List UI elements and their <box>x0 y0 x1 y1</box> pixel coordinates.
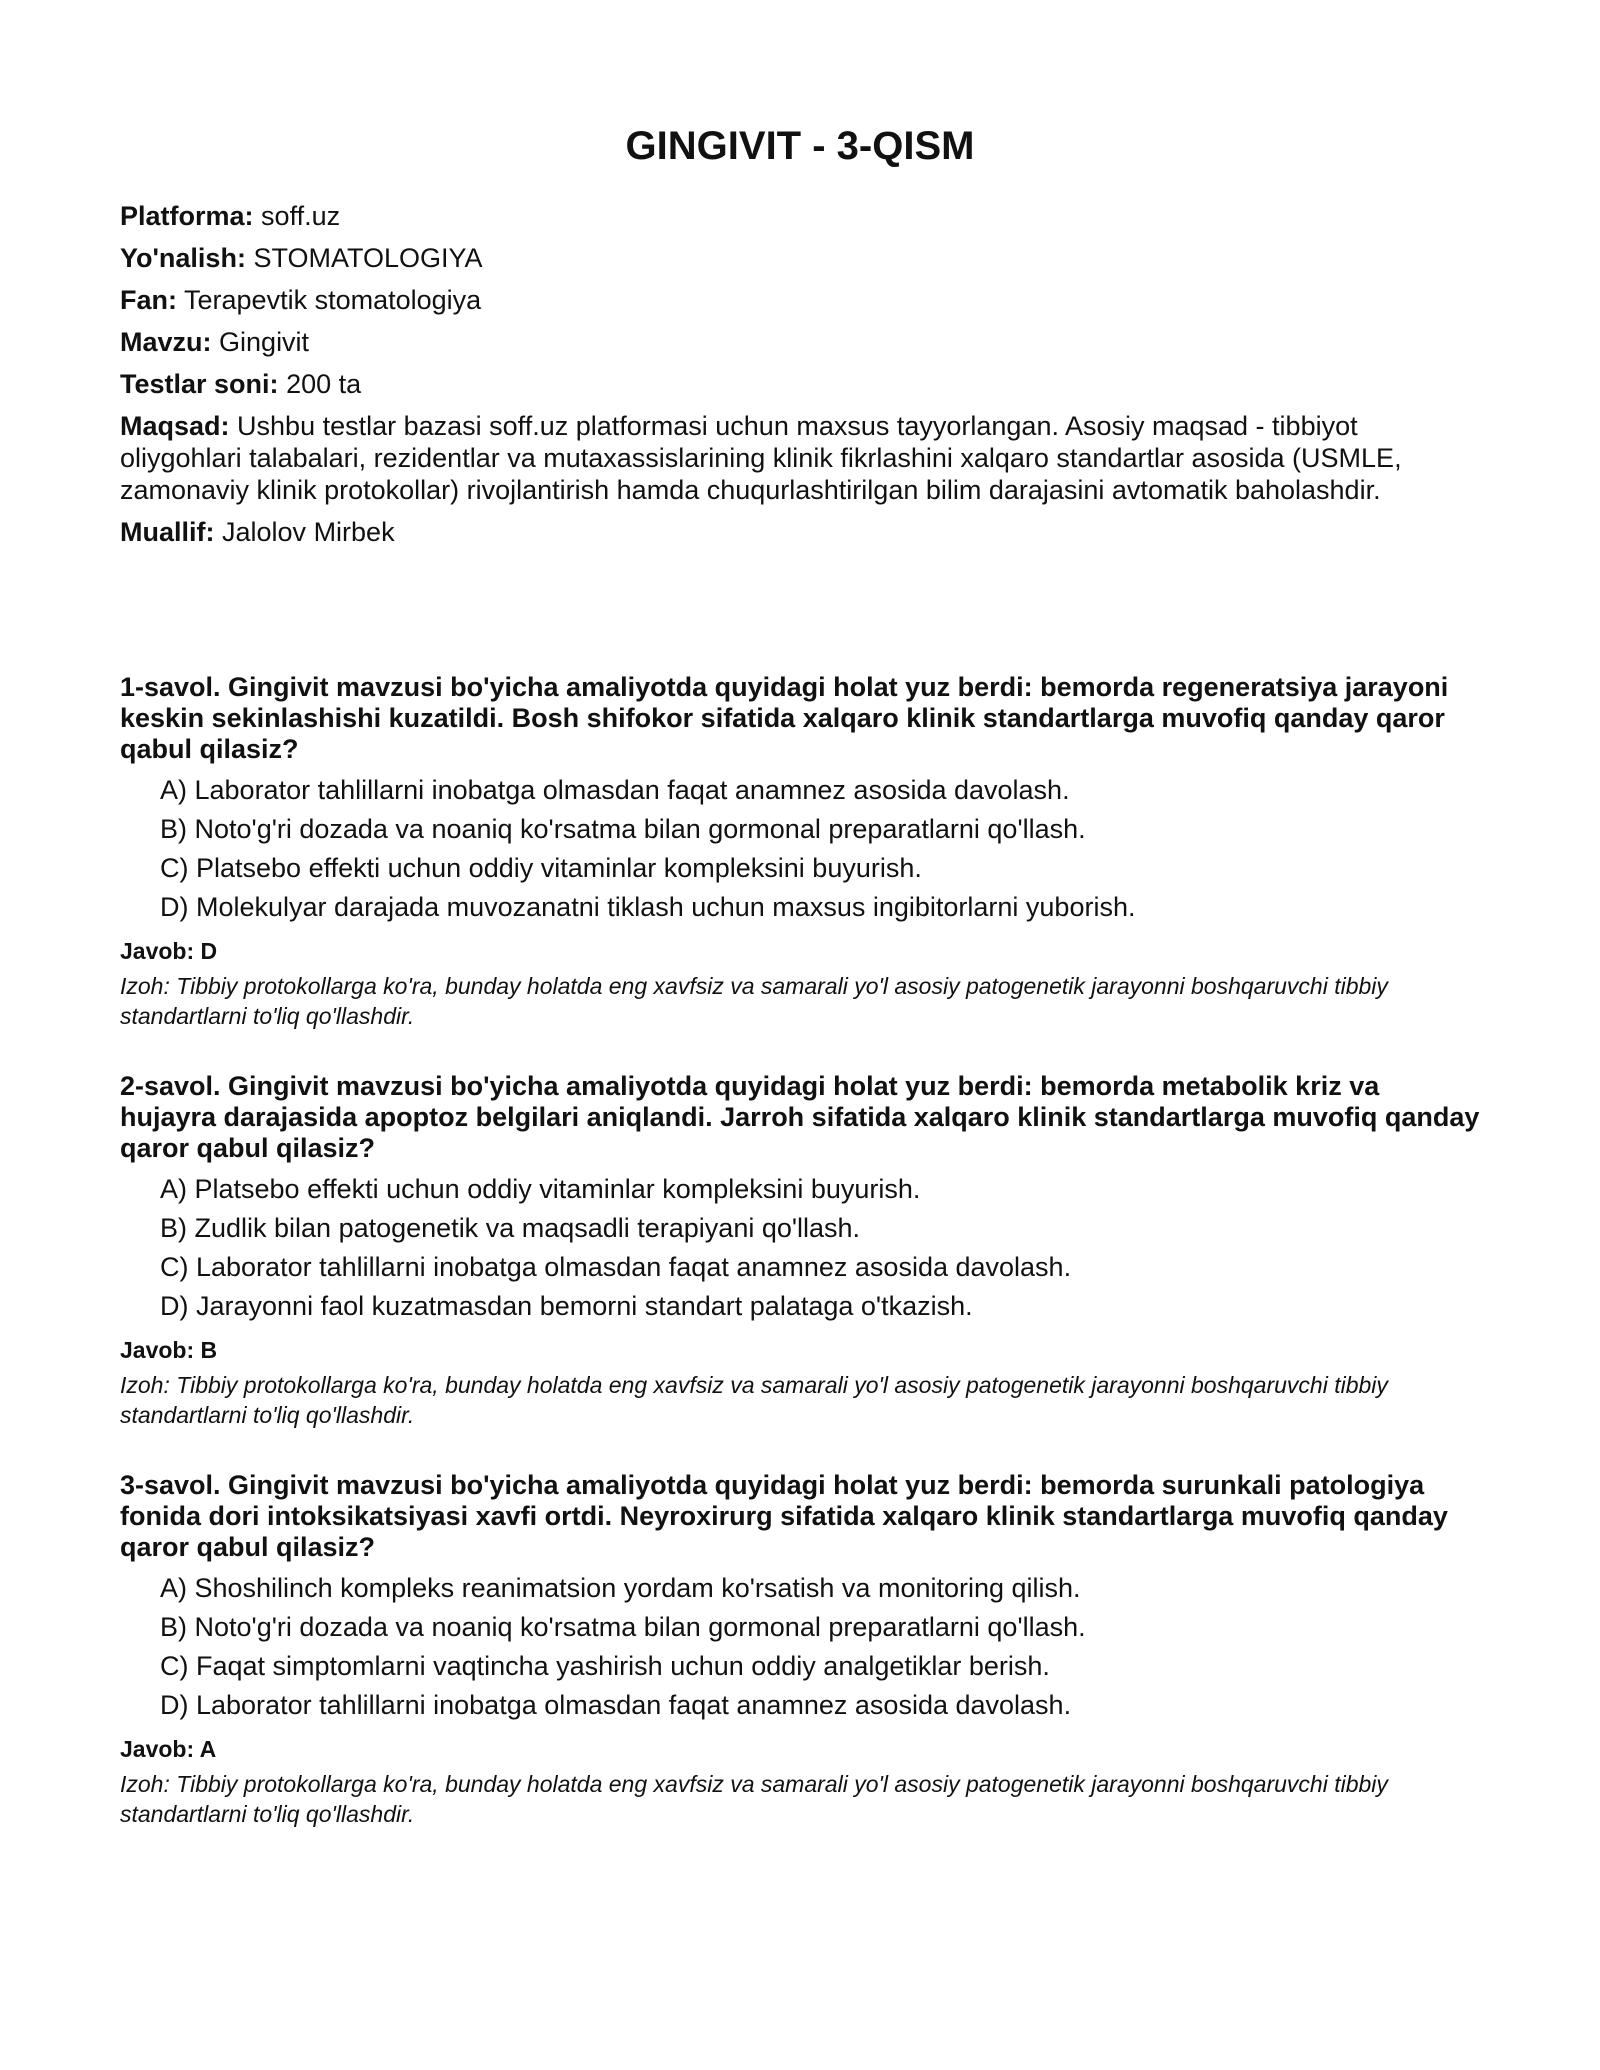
meta-value: Gingivit <box>219 327 310 357</box>
meta-test-count <box>120 368 1480 400</box>
option-a: A) Laborator tahlillarni inobatga olmasdan faqat anamnez asosida davolash. <box>160 775 1070 805</box>
answer-options <box>120 1174 1480 1322</box>
question-text: 1-savol. Gingivit mavzusi bo'yicha amaliyotda quyidagi holat yuz berdi: bemorda regeneratsiya jarayoni keskin sekinlashishi kuzatildi. Bosh shifokor sifatida xalqaro klinik standartlarga muvofiq qanday qaror qabul qilasiz? <box>120 672 1449 764</box>
meta-author <box>120 516 1480 548</box>
meta-topic <box>120 326 1480 358</box>
option-d: D) Jarayonni faol kuzatmasdan bemorni standart palataga o'tkazish. <box>160 1291 973 1321</box>
answer-label: Javob: B <box>120 1337 218 1363</box>
page-title: GINGIVIT - 3-QISM <box>625 124 975 168</box>
question-block <box>120 1071 1480 1430</box>
meta-key: Maqsad: <box>120 411 230 441</box>
questions-list <box>120 672 1480 1869</box>
option-b: B) Noto'g'ri dozada va noaniq ko'rsatma bilan gormonal preparatlarni qo'llash. <box>160 814 1086 844</box>
meta-goal <box>120 410 1480 506</box>
meta-value: 200 ta <box>286 369 362 399</box>
question-text: 3-savol. Gingivit mavzusi bo'yicha amaliyotda quyidagi holat yuz berdi: bemorda surunkali patologiya fonida dori intoksikatsiyasi xavfi ortdi. Neyroxirurg sifatida xalqaro klinik standartlarga muvofiq qanday qaror qabul qilasiz? <box>120 1470 1448 1562</box>
answer-label: Javob: A <box>120 1736 217 1762</box>
meta-key: Mavzu: <box>120 327 212 357</box>
explanation-text: Izoh: Tibbiy protokollarga ko'ra, bunday holatda eng xavfsiz va samarali yo'l asosiy patogenetik jarayonni boshqaruvchi tibbiy standartlarni to'liq qo'llashdir. <box>120 1771 1388 1827</box>
meta-key: Fan: <box>120 285 177 315</box>
answer-options <box>120 775 1480 923</box>
option-a: A) Platsebo effekti uchun oddiy vitaminlar kompleksini buyurish. <box>160 1174 921 1204</box>
explanation-text: Izoh: Tibbiy protokollarga ko'ra, bunday holatda eng xavfsiz va samarali yo'l asosiy patogenetik jarayonni boshqaruvchi tibbiy standartlarni to'liq qo'llashdir. <box>120 1372 1388 1428</box>
meta-value: STOMATOLOGIYA <box>253 243 483 273</box>
question-text: 2-savol. Gingivit mavzusi bo'yicha amaliyotda quyidagi holat yuz berdi: bemorda metabolik kriz va hujayra darajasida apoptoz belgilari aniqlandi. Jarroh sifatida xalqaro klinik standartlarga muvofiq qanday qaror qabul qilasiz? <box>120 1071 1480 1163</box>
meta-key: Muallif: <box>120 517 215 547</box>
explanation-text: Izoh: Tibbiy protokollarga ko'ra, bunday holatda eng xavfsiz va samarali yo'l asosiy patogenetik jarayonni boshqaruvchi tibbiy standartlarni to'liq qo'llashdir. <box>120 973 1388 1029</box>
question-block <box>120 1470 1480 1829</box>
answer-label: Javob: D <box>120 938 218 964</box>
question-block <box>120 672 1480 1031</box>
meta-platform <box>120 200 1480 232</box>
answer-options <box>120 1573 1480 1721</box>
meta-key: Platforma: <box>120 201 254 231</box>
option-d: D) Molekulyar darajada muvozanatni tiklash uchun maxsus ingibitorlarni yuborish. <box>160 892 1136 922</box>
meta-subject <box>120 284 1480 316</box>
metadata-block <box>120 200 1480 558</box>
option-c: C) Laborator tahlillarni inobatga olmasdan faqat anamnez asosida davolash. <box>160 1252 1072 1282</box>
meta-value: Ushbu testlar bazasi soff.uz platformasi uchun maxsus tayyorlangan. Asosiy maqsad - tibbiyot oliygohlari talabalari, rezidentlar va mutaxassislarining klinik fikrlashini xalqaro standartlar asosida (USMLE, zamonaviy klinik protokollar) rivojlantirish hamda chuqurlashtirilgan bilim darajasini avtomatik baholashdir. <box>120 411 1402 505</box>
meta-direction <box>120 242 1480 274</box>
option-b: B) Zudlik bilan patogenetik va maqsadli terapiyani qo'llash. <box>160 1213 861 1243</box>
meta-value: Jalolov Mirbek <box>222 517 395 547</box>
option-c: C) Platsebo effekti uchun oddiy vitaminlar kompleksini buyurish. <box>160 853 922 883</box>
option-b: B) Noto'g'ri dozada va noaniq ko'rsatma bilan gormonal preparatlarni qo'llash. <box>160 1612 1086 1642</box>
option-a: A) Shoshilinch kompleks reanimatsion yordam ko'rsatish va monitoring qilish. <box>160 1573 1081 1603</box>
option-c: C) Faqat simptomlarni vaqtincha yashirish uchun oddiy analgetiklar berish. <box>160 1651 1050 1681</box>
meta-key: Yo'nalish: <box>120 243 246 273</box>
meta-value: soff.uz <box>261 201 341 231</box>
meta-value: Terapevtik stomatologiya <box>184 285 482 315</box>
option-d: D) Laborator tahlillarni inobatga olmasdan faqat anamnez asosida davolash. <box>160 1690 1072 1720</box>
meta-key: Testlar soni: <box>120 369 279 399</box>
